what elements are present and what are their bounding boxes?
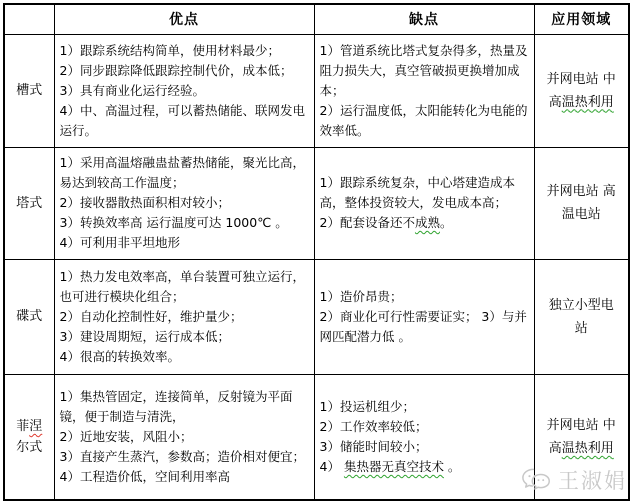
row-label-text: 碟式 <box>16 309 43 324</box>
list-item: 4） 集热器无真空技术 。 <box>319 458 461 474</box>
list-item: 2）配套设备还不成熟。 <box>319 215 453 230</box>
list-item: 1）采用高温熔融蛊盐蓄热储能，聚光比高，易达到较高工作温度； <box>59 155 305 190</box>
application-text: 并网电站 中 <box>546 417 616 433</box>
list-item: 1）造价昂贵； <box>319 288 403 304</box>
header-disadvantages: 缺点 <box>314 4 534 34</box>
comparison-table-wrap <box>3 3 630 501</box>
header-row <box>4 4 629 34</box>
spellcheck-underline: 集热器无真空技术 <box>343 458 444 474</box>
application-cell: 并网电站 中 高温热利用 <box>534 374 629 500</box>
table-row <box>4 34 629 147</box>
list-item: 2）近地安装，风阻小； <box>59 428 193 444</box>
list-item: 3）建设周期短，运行成本低； <box>59 328 230 344</box>
list-item: 4）很高的转换效率。 <box>59 348 180 364</box>
list-item: 2）接收器散热面积相对较小； <box>59 195 230 210</box>
list-item: 1）跟踪系统复杂，中心塔建造成本高，整体投资较大，发电成本高； <box>319 175 515 210</box>
row-label-text: 槽式 <box>16 83 43 98</box>
advantages-cell <box>54 34 314 147</box>
list-item: 1）热力发电效率高，单台装置可独立运行，也可进行模块化组合； <box>59 268 305 304</box>
application-cell: 并网电站 高 温电站 <box>534 147 629 259</box>
watermark-text: 王淑娟 <box>558 469 627 493</box>
list-item: 2）同步跟踪降低跟踪控制代价，成本低； <box>59 62 293 78</box>
list-item: 3）储能时间较小； <box>319 438 428 454</box>
advantages-cell <box>54 374 314 500</box>
disadvantages-cell <box>314 147 534 259</box>
row-label-dish <box>4 259 54 374</box>
list-item: 3）转换效率高 运行温度可达 1000℃ 。 <box>59 215 288 230</box>
application-cell: 独立小型电 站 <box>534 259 629 374</box>
row-label-text: 菲 <box>16 418 30 434</box>
table-row <box>4 374 629 500</box>
row-label-trough <box>4 34 54 147</box>
disadvantages-cell <box>314 259 534 374</box>
csp-technology-comparison-table <box>3 3 630 501</box>
row-label-tower <box>4 147 54 259</box>
application-text: 并网电站 高 <box>546 184 616 199</box>
application-text: 独立小型电 <box>548 297 614 313</box>
list-item: 4）可利用非平坦地形 <box>59 235 180 250</box>
list-item: 1）跟踪系统结构简单，使用材料最少； <box>59 42 280 58</box>
header-application: 应用领域 <box>534 4 629 34</box>
header-advantages: 优点 <box>54 4 314 34</box>
list-item: 1）集热管固定，连接简单，反射镜为平面镜，便于制造与清洗， <box>59 388 293 424</box>
list-item: 4）中、高温过程，可以蓄热储能、联网发电运行。 <box>59 102 305 138</box>
list-item: 2）运行温度低，太阳能转化为电能的效率低。 <box>319 102 528 138</box>
list-item: 1）投运机组少； <box>319 398 415 414</box>
disadvantages-cell <box>314 34 534 147</box>
advantages-cell <box>54 259 314 374</box>
table-row <box>4 147 629 259</box>
spellcheck-underline: 温热利用 <box>561 94 614 110</box>
list-item: 2）自动化控制性好，维护量少； <box>59 308 243 324</box>
table-row <box>4 259 629 374</box>
list-item: 2）商业化可行性需要证实； 3）与并网匹配潜力低 。 <box>319 308 527 344</box>
application-cell: 并网电站 中 高温热利用 <box>534 34 629 147</box>
list-item: 2）工作效率较低； <box>319 418 428 434</box>
row-label-fresnel: 菲涅尔式 <box>4 374 54 500</box>
list-item: 3）具有商业化运行经验。 <box>59 82 205 98</box>
spellcheck-underline-red: 涅 <box>29 418 43 434</box>
list-item: 4）工程造价低，空间利用率高 <box>59 468 230 484</box>
list-item: 3）直接产生蒸汽，参数高；造价相对便宜； <box>59 448 305 464</box>
list-item: 1）管道系统比塔式复杂得多，热量及阻力损失大，真空管破损更换增加成本； <box>319 42 528 98</box>
advantages-cell <box>54 147 314 259</box>
spellcheck-underline: 成熟 <box>414 215 440 230</box>
spellcheck-underline: 温热利用 <box>561 440 614 456</box>
header-empty-cell <box>4 4 54 34</box>
row-label-text: 塔式 <box>16 195 43 211</box>
disadvantages-cell <box>314 374 534 500</box>
application-text: 并网电站 中 <box>546 71 616 87</box>
